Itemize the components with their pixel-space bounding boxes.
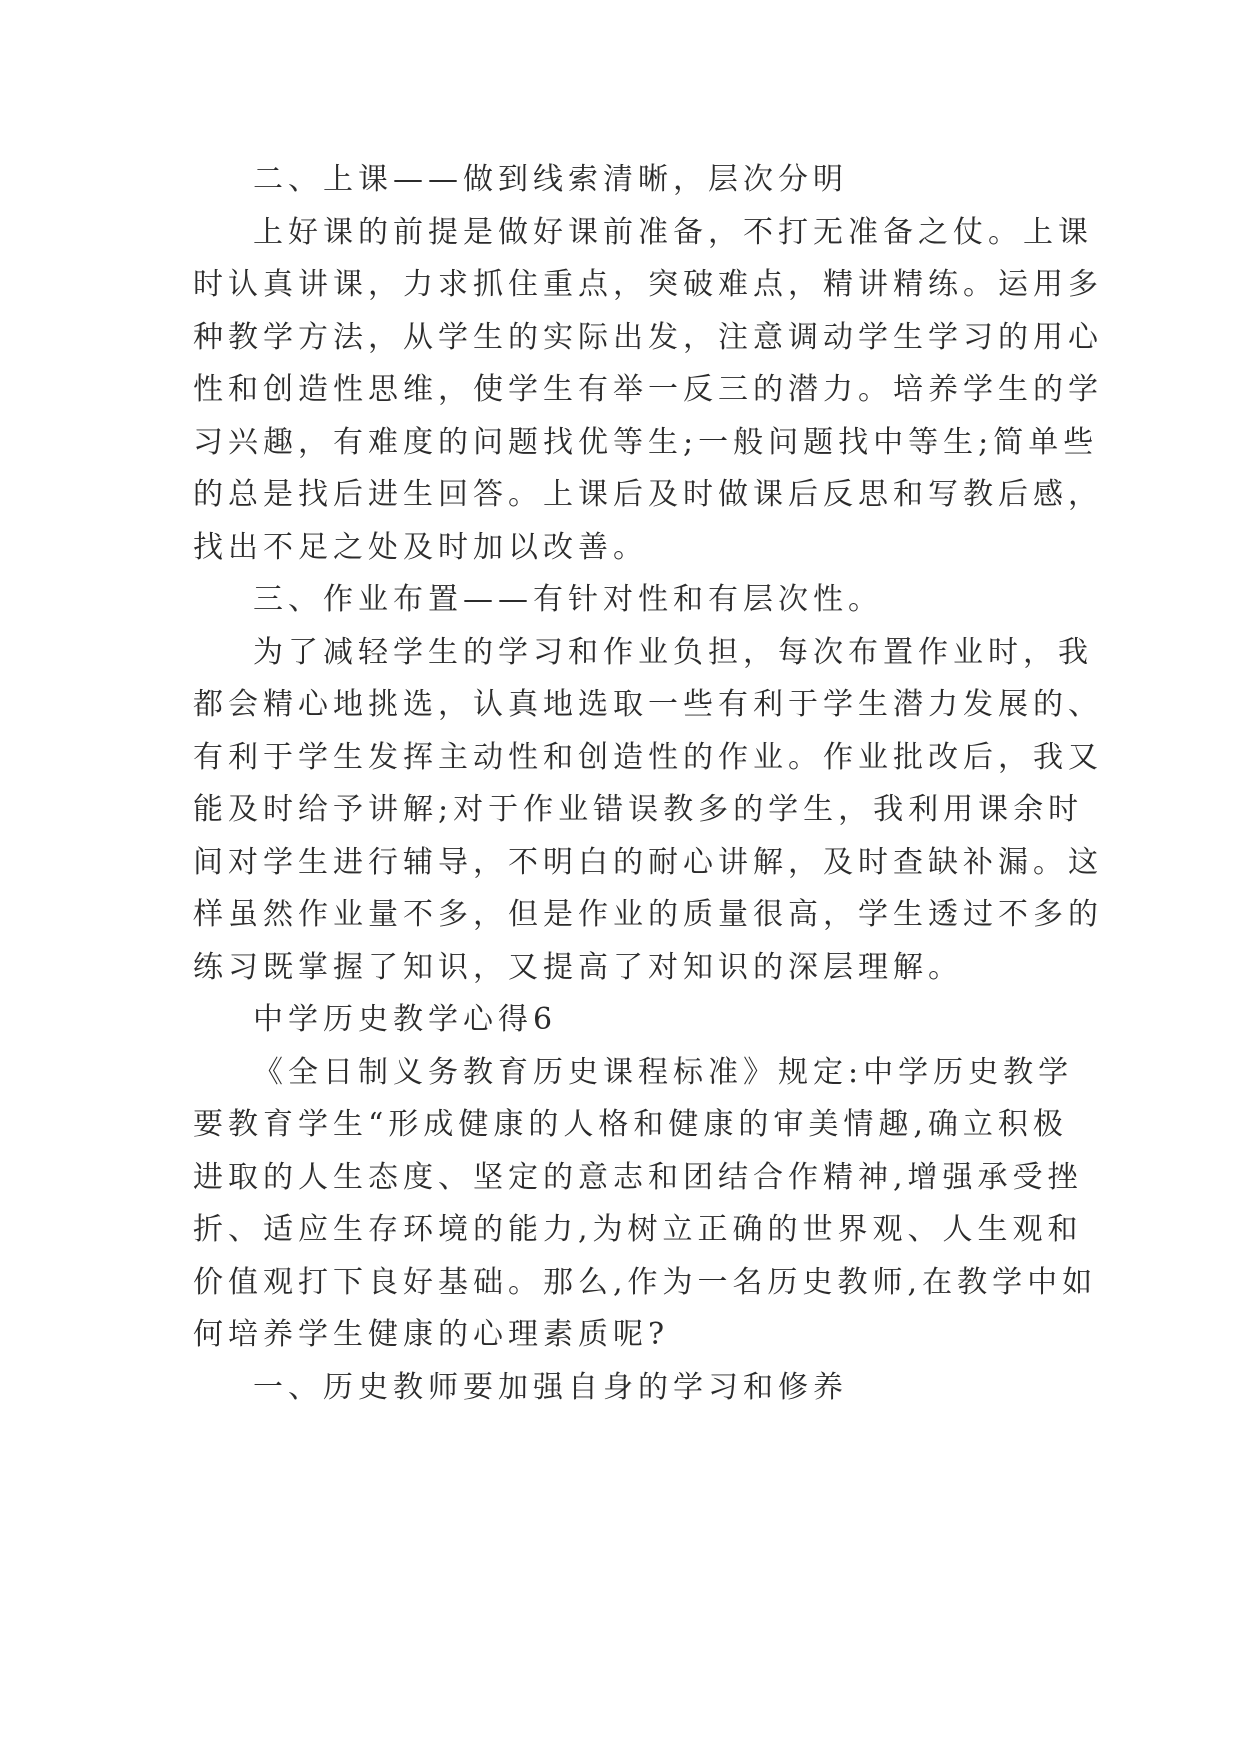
text-line: 种教学方法，从学生的实际出发，注意调动学生学习的用心 bbox=[193, 319, 1103, 355]
text-line: 二、上课——做到线索清晰，层次分明 bbox=[253, 162, 848, 197]
paragraph-class-teaching bbox=[193, 207, 1103, 575]
section-heading-class bbox=[193, 154, 1073, 207]
text-line: 上好课的前提是做好课前准备，不打无准备之仗。上课 bbox=[253, 214, 1093, 250]
paragraph-curriculum-standard bbox=[193, 1047, 1098, 1362]
text-line: 间对学生进行辅导，不明白的耐心讲解，及时查缺补漏。这 bbox=[193, 844, 1103, 880]
article-title bbox=[193, 994, 1073, 1047]
text-line: 都会精心地挑选，认真地选取一些有利于学生潜力发展的、 bbox=[193, 687, 1103, 722]
text-line: 找出不足之处及时加以改善。 bbox=[193, 529, 648, 565]
text-line: 样虽然作业量不多，但是作业的质量很高，学生透过不多的 bbox=[193, 897, 1103, 932]
document-content bbox=[193, 154, 1103, 1414]
text-line: 一、历史教师要加强自身的学习和修养 bbox=[253, 1369, 848, 1405]
text-line: 能及时给予讲解;对于作业错误教多的学生，我利用课余时 bbox=[193, 792, 1084, 827]
text-line: 要教育学生“形成健康的人格和健康的审美情趣,确立积极 bbox=[193, 1107, 1068, 1142]
text-line: 习兴趣，有难度的问题找优等生;一般问题找中等生;简单些 bbox=[193, 424, 1099, 460]
text-line: 练习既掌握了知识，又提高了对知识的深层理解。 bbox=[193, 949, 963, 985]
section-heading-homework bbox=[193, 574, 1073, 627]
text-line: 进取的人生态度、坚定的意志和团结合作精神,增强承受挫 bbox=[193, 1159, 1083, 1195]
text-line: 价值观打下良好基础。那么,作为一名历史教师,在教学中如 bbox=[193, 1264, 1098, 1300]
text-line: 《全日制义务教育历史课程标准》规定:中学历史教学 bbox=[253, 1054, 1074, 1090]
text-line: 有利于学生发挥主动性和创造性的作业。作业批改后，我又 bbox=[193, 739, 1103, 775]
text-line: 折、适应生存环境的能力,为树立正确的世界观、人生观和 bbox=[193, 1212, 1083, 1247]
text-line: 的总是找后进生回答。上课后及时做课后反思和写教后感， bbox=[193, 477, 1103, 512]
section-heading-teacher-self-study bbox=[193, 1362, 1073, 1415]
text-line: 为了减轻学生的学习和作业负担，每次布置作业时，我 bbox=[253, 634, 1093, 670]
text-line: 中学历史教学心得6 bbox=[253, 1002, 558, 1037]
text-line: 何培养学生健康的心理素质呢? bbox=[193, 1317, 670, 1352]
text-line: 时认真讲课，力求抓住重点，突破难点，精讲精练。运用多 bbox=[193, 267, 1103, 302]
text-line: 性和创造性思维，使学生有举一反三的潜力。培养学生的学 bbox=[193, 372, 1103, 407]
paragraph-homework bbox=[193, 627, 1103, 995]
text-line: 三、作业布置——有针对性和有层次性。 bbox=[253, 582, 883, 617]
